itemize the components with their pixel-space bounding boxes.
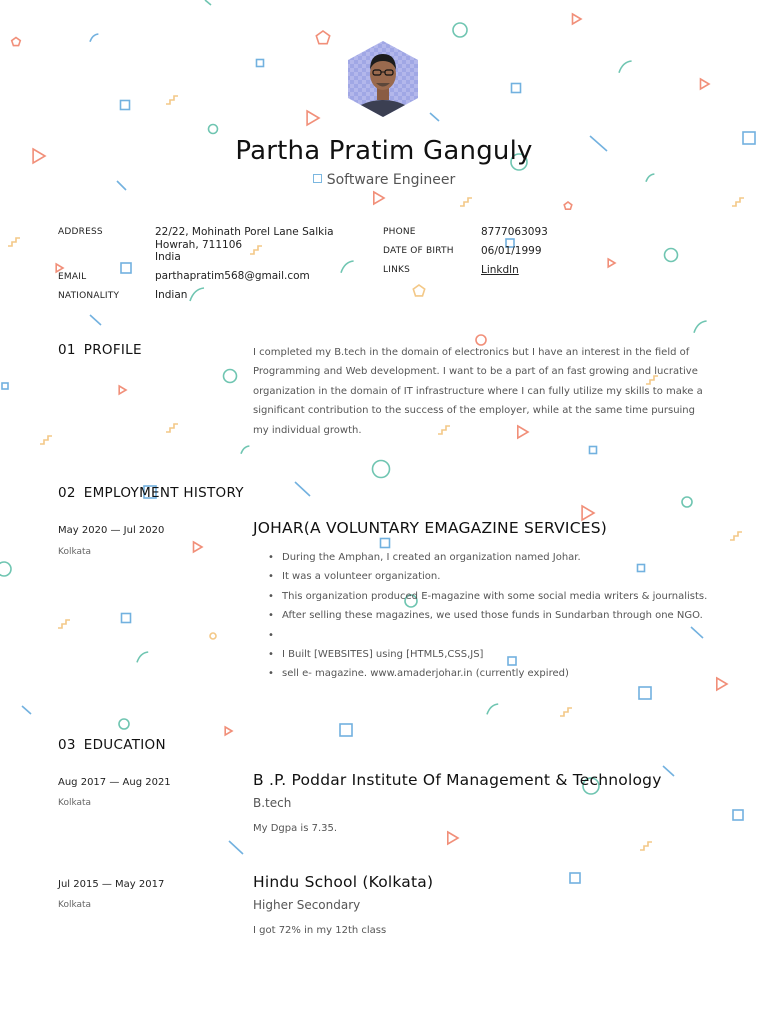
address-label: ADDRESS: [58, 227, 103, 237]
section-title: PROFILE: [83, 342, 142, 358]
education-heading: [58, 737, 174, 753]
section-title: EDUCATION: [83, 737, 166, 753]
job-title-heading: JOHAR(A VOLUNTARY EMAGAZINE SERVICES): [253, 519, 608, 537]
job-dates: May 2020 — Jul 2020: [58, 525, 165, 536]
degree: Higher Secondary: [253, 898, 361, 912]
education-description: My Dgpa is 7.35.: [253, 823, 338, 834]
section-number: 01: [58, 342, 76, 358]
dob-value: 06/01/1999: [481, 245, 542, 257]
nationality-value: Indian: [155, 289, 188, 301]
list-item: • sell e- magazine. www.amaderjohar.in (currently expired): [253, 664, 723, 683]
job-title: [0, 172, 768, 188]
email-value[interactable]: parthapratim568@gmail.com: [155, 270, 310, 282]
degree: B.tech: [253, 796, 292, 810]
profile-text: I completed my B.tech in the domain of electronics but I have an interest in the field of Programming and Web development. I want to be a part of an fast growing and lucrative organization in the domain of IT infrastructure where I can fully utilize my skills to make a significant contribution to the success of the employer, while at the same time pursuing my individual growth.: [253, 347, 703, 436]
email-label: EMAIL: [58, 272, 87, 282]
address-value: 22/22, Mohinath Porel Lane Salkia Howrah, 711106 India: [155, 226, 334, 263]
education-dates: Jul 2015 — May 2017: [58, 879, 165, 890]
education-location: Kolkata: [58, 798, 92, 808]
job-title-text: Software Engineer: [326, 172, 456, 188]
profile-photo: [346, 40, 420, 118]
section-title: EMPLOYMENT HISTORY: [83, 485, 244, 501]
linkedin-link[interactable]: Linkdln: [481, 264, 519, 276]
employment-heading: [58, 485, 252, 501]
school-name: B .P. Poddar Institute Of Management & Technology: [253, 771, 662, 789]
section-number: 03: [58, 737, 76, 753]
candidate-name: Partha Pratim Ganguly: [235, 136, 533, 166]
list-item: • During the Amphan, I created an organization named Johar.: [253, 548, 723, 567]
list-item: • I Built [WEBSITES] using [HTML5,CSS,JS]: [253, 645, 723, 664]
square-icon: [313, 174, 322, 183]
job-bullets: [253, 548, 723, 684]
section-number: 02: [58, 485, 76, 501]
list-item: [253, 626, 723, 645]
profile-heading: [58, 342, 150, 358]
list-item: • This organization produced E-magazine with some social media writers & journalists.: [253, 587, 723, 606]
job-location: Kolkata: [58, 547, 92, 557]
phone-label: PHONE: [383, 227, 416, 237]
links-label: LINKS: [383, 265, 411, 275]
education-dates: Aug 2017 — Aug 2021: [58, 777, 171, 788]
nationality-label: NATIONALITY: [58, 291, 120, 301]
school-name: Hindu School (Kolkata): [253, 873, 434, 891]
dob-label: DATE OF BIRTH: [383, 246, 454, 256]
list-item: • After selling these magazines, we used those funds in Sundarban through one NGO.: [253, 606, 723, 625]
education-description: I got 72% in my 12th class: [253, 925, 387, 936]
education-location: Kolkata: [58, 900, 92, 910]
list-item: • It was a volunteer organization.: [253, 567, 723, 586]
phone-value: 8777063093: [481, 226, 548, 238]
